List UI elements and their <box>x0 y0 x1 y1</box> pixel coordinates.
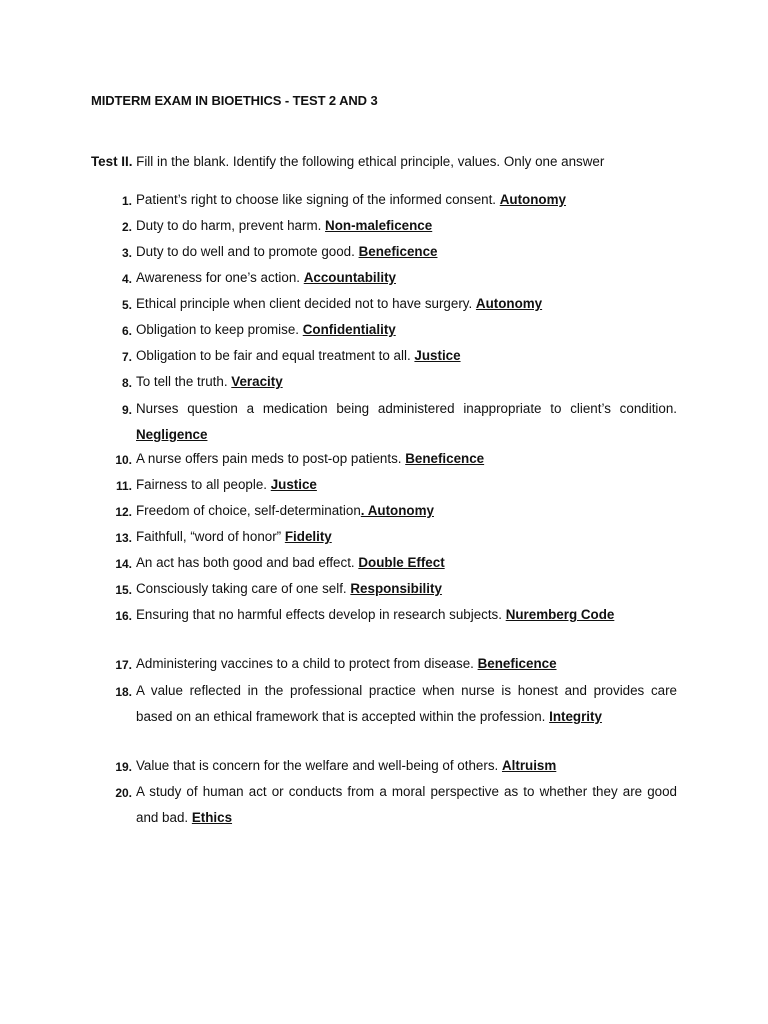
question-text: Ensuring that no harmful effects develop in research subjects. <box>136 607 506 622</box>
item-question <box>136 187 677 213</box>
item-number: 6. <box>121 324 132 338</box>
item-question <box>136 343 677 369</box>
answer-text: Justice <box>414 348 461 363</box>
test-label: Test II. <box>91 154 133 169</box>
item-question <box>136 472 677 498</box>
question-text: Obligation to keep promise. <box>136 322 303 337</box>
answer-text: Nuremberg Code <box>505 607 615 622</box>
question-text: A study of human act or conducts from a moral perspective as to whether they are good and bad. <box>136 784 677 825</box>
item-question <box>136 779 677 831</box>
item-number: 16. <box>115 609 132 623</box>
question-text: A value reflected in the professional practice when nurse is honest and provides care based on an ethical framework that is accepted within the profession. <box>136 683 677 724</box>
answer-text: Negligence <box>136 427 208 442</box>
item-number: 15. <box>115 583 132 597</box>
item-number: 1. <box>121 194 132 208</box>
question-text: Duty to do well and to promote good. <box>136 244 359 259</box>
item-number: 17. <box>115 658 132 672</box>
question-text: Administering vaccines to a child to protect from disease. <box>136 656 478 671</box>
item-number: 7. <box>121 350 132 364</box>
question-text: Nurses question a medication being administered inappropriate to client’s condition. <box>136 401 677 416</box>
item-question <box>136 265 677 291</box>
item-number: 19. <box>115 760 132 774</box>
item-question <box>136 369 677 395</box>
item-number: 3. <box>121 246 132 260</box>
item-question <box>136 291 677 317</box>
question-text: An act has both good and bad effect. <box>136 555 359 570</box>
item-number: 8. <box>121 376 132 390</box>
item-question <box>136 213 677 239</box>
item-question <box>136 602 677 628</box>
answer-text: Accountability <box>303 270 396 285</box>
answer-text: Justice <box>270 477 317 492</box>
item-number: 9. <box>121 403 132 417</box>
answer-text: . Autonomy <box>360 503 434 518</box>
item-question <box>136 678 677 730</box>
question-text: Freedom of choice, self-determination <box>136 503 361 518</box>
answer-text: Veracity <box>231 374 283 389</box>
question-text: Obligation to be fair and equal treatment to all. <box>136 348 415 363</box>
item-question <box>136 576 677 602</box>
question-text: To tell the truth. <box>136 374 232 389</box>
test-instructions <box>91 154 604 169</box>
answer-text: Beneficence <box>405 451 485 466</box>
item-number: 14. <box>115 557 132 571</box>
question-text: Consciously taking care of one self. <box>136 581 351 596</box>
item-number: 2. <box>121 220 132 234</box>
item-number: 20. <box>115 786 132 800</box>
question-text: Faithfull, “word of honor” <box>136 529 285 544</box>
item-question <box>136 317 677 343</box>
answer-text: Ethics <box>191 810 233 825</box>
item-question <box>136 239 677 265</box>
document-title: MIDTERM EXAM IN BIOETHICS - TEST 2 AND 3 <box>91 93 378 108</box>
item-question <box>136 396 677 448</box>
answer-text: Autonomy <box>499 192 566 207</box>
item-question <box>136 498 677 524</box>
item-number: 11. <box>115 479 132 493</box>
question-text: Duty to do harm, prevent harm. <box>136 218 326 233</box>
question-text: Value that is concern for the welfare and well-being of others. <box>136 758 502 773</box>
answer-text: Altruism <box>501 758 557 773</box>
answer-text: Beneficence <box>358 244 438 259</box>
answer-text: Fidelity <box>284 529 332 544</box>
item-number: 5. <box>121 298 132 312</box>
answer-text: Beneficence <box>477 656 557 671</box>
item-question <box>136 753 677 779</box>
item-question <box>136 651 677 677</box>
question-text: Awareness for one’s action. <box>136 270 304 285</box>
answer-text: Non-maleficence <box>325 218 433 233</box>
answer-text: Double Effect <box>358 555 445 570</box>
question-text: Fairness to all people. <box>136 477 271 492</box>
answer-text: Integrity <box>549 709 602 724</box>
question-text: Ethical principle when client decided not to have surgery. <box>136 296 476 311</box>
answer-text: Confidentiality <box>302 322 396 337</box>
item-number: 4. <box>121 272 132 286</box>
item-number: 18. <box>115 685 132 699</box>
question-text: A nurse offers pain meds to post-op patients. <box>136 451 406 466</box>
item-question <box>136 524 677 550</box>
item-number: 10. <box>115 453 132 467</box>
item-question <box>136 446 677 472</box>
item-number: 13. <box>115 531 132 545</box>
item-number: 12. <box>115 505 132 519</box>
test-instructions-text: Fill in the blank. Identify the following ethical principle, values. Only one answer <box>132 154 605 169</box>
question-text: Patient’s right to choose like signing of the informed consent. <box>136 192 500 207</box>
item-question <box>136 550 677 576</box>
answer-text: Autonomy <box>475 296 543 311</box>
answer-text: Responsibility <box>350 581 442 596</box>
